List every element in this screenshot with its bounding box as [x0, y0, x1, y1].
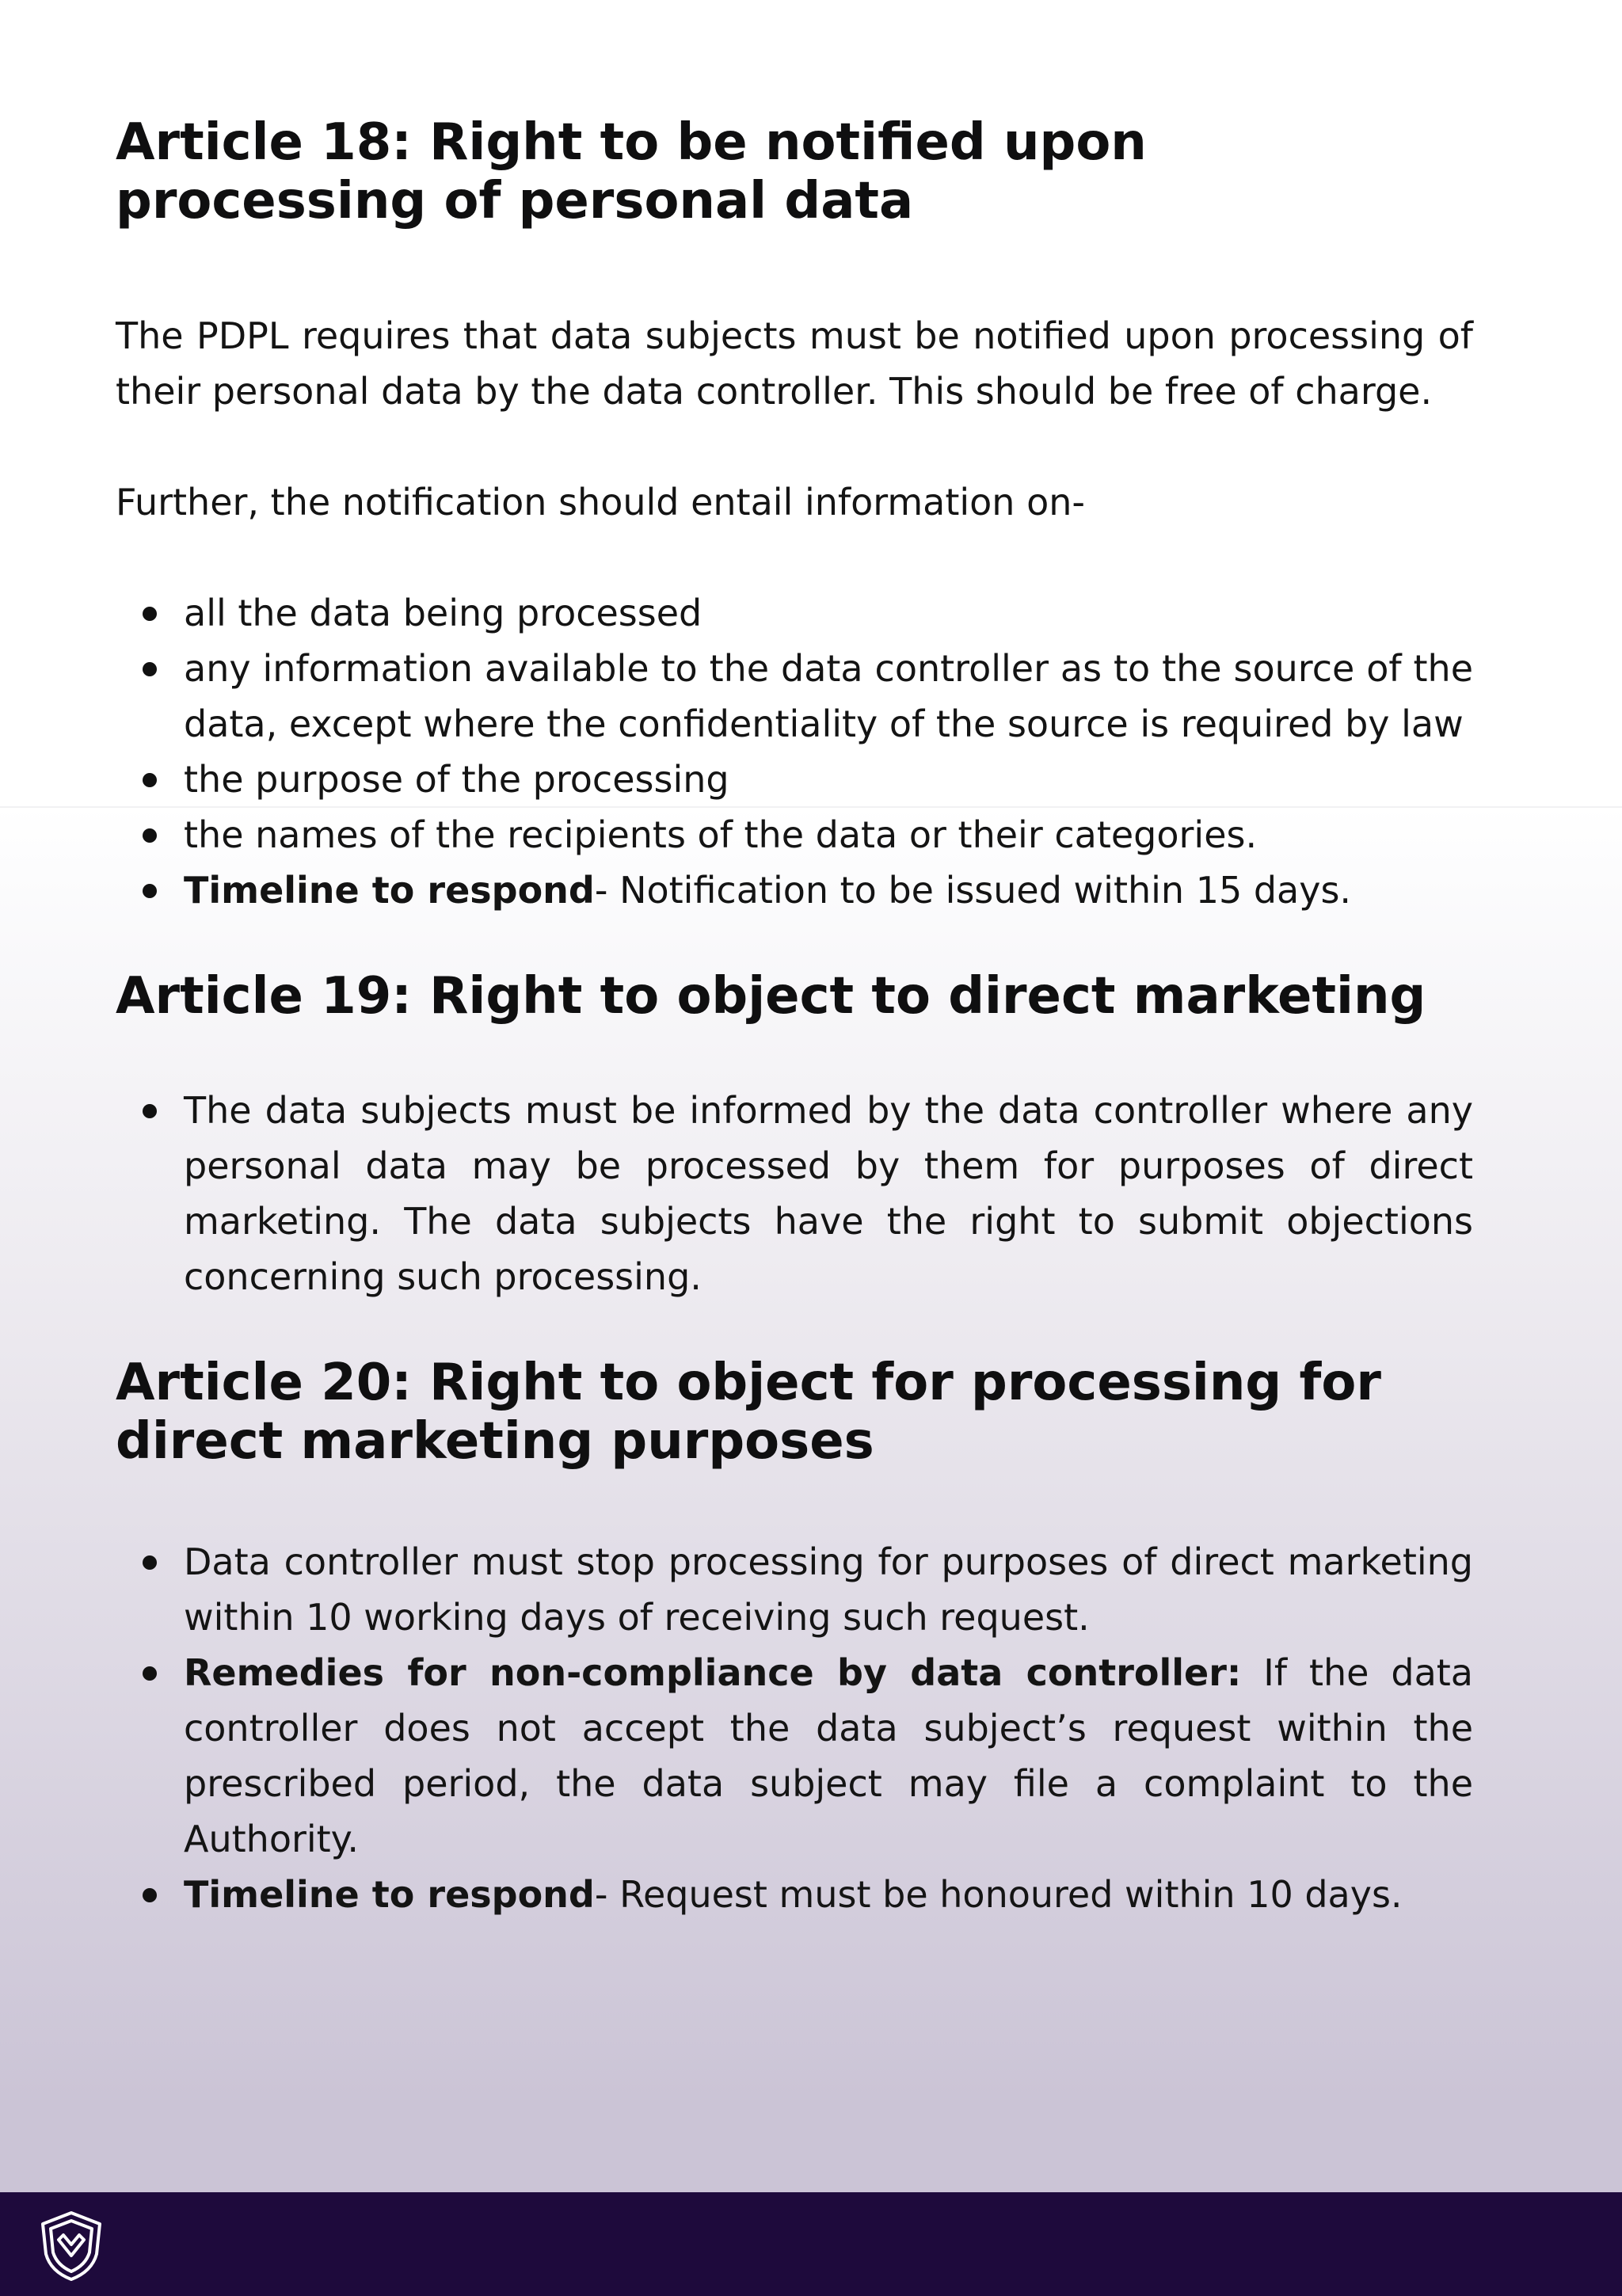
list-item: the purpose of the processing	[184, 752, 1473, 807]
article-18-heading: Article 18: Right to be notified upon processing of personal data	[116, 113, 1147, 230]
document-body	[116, 113, 1473, 1922]
article-20	[116, 1354, 1473, 1922]
article-18-list	[116, 585, 1473, 918]
list-item-timeline	[184, 1867, 1473, 1922]
article-20-list	[116, 1534, 1473, 1922]
timeline-label: Timeline to respond	[184, 869, 595, 912]
remedies-text: If the data controller does not accept the data subject’s request within the prescribed period, the data subject may file a complaint to the Authority.	[184, 1651, 1473, 1860]
shield-logo-icon	[35, 2208, 108, 2284]
article-19	[116, 967, 1473, 1304]
remedies-label: Remedies for non-compliance by data controller:	[184, 1651, 1242, 1694]
article-18-paragraph-1: The PDPL requires that data subjects must be notified upon processing of their personal data by the data controller. This should be free of charge.	[116, 314, 1473, 413]
article-18-paragraph-2: Further, the notification should entail information on-	[116, 481, 1085, 524]
article-19-list	[116, 1083, 1473, 1304]
list-item-timeline	[184, 862, 1473, 918]
list-item: the names of the recipients of the data or their categories.	[184, 807, 1473, 862]
article-18	[116, 113, 1473, 918]
timeline-text: - Request must be honoured within 10 days.	[594, 1873, 1403, 1916]
list-item: Data controller must stop processing for purposes of direct marketing within 10 working days of receiving such request.	[184, 1534, 1473, 1645]
timeline-text: - Notification to be issued within 15 days.	[594, 869, 1352, 912]
article-20-heading: Article 20: Right to object for processing for direct marketing purposes	[116, 1354, 1381, 1471]
timeline-label: Timeline to respond	[184, 1873, 595, 1916]
list-item: any information available to the data controller as to the source of the data, except where the confidentiality of the source is required by law	[184, 641, 1473, 752]
list-item: all the data being processed	[184, 585, 1473, 641]
list-item: The data subjects must be informed by the data controller where any personal data may be processed by them for purposes of direct marketing. The data subjects have the right to submit objections concerning such processing.	[184, 1083, 1473, 1304]
footer-bar	[0, 2192, 1622, 2296]
article-19-heading: Article 19: Right to object to direct marketing	[116, 967, 1426, 1026]
list-item-remedies	[184, 1645, 1473, 1867]
